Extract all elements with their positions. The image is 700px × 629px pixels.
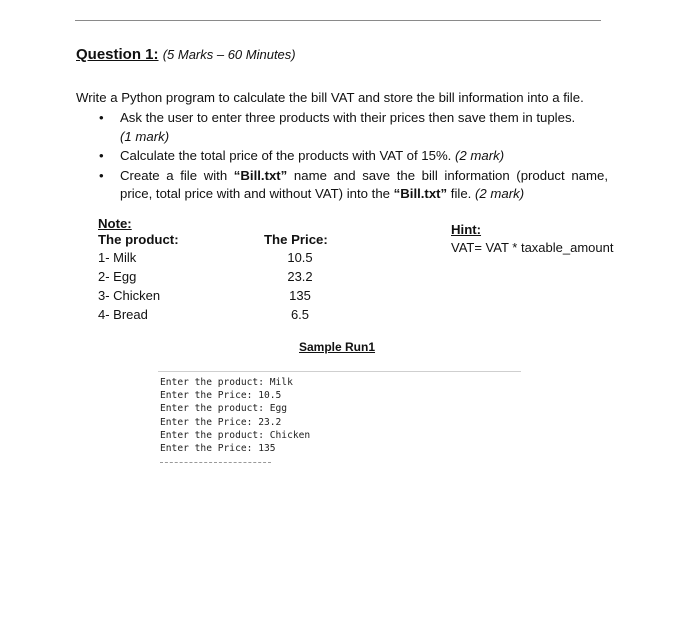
price-column-header: The Price:	[264, 232, 328, 247]
list-item: 23.2	[287, 269, 313, 284]
console-output	[160, 376, 310, 455]
bullet-text: Calculate the total price of the products with VAT of 15%.	[120, 148, 452, 163]
console-line: Enter the Price: 135	[160, 443, 276, 455]
requirements-list	[98, 109, 608, 205]
list-item: 2- Egg	[98, 269, 137, 284]
file-name: “Bill.txt”	[393, 186, 448, 201]
console-line: Enter the product: Milk	[160, 377, 293, 388]
list-item	[98, 147, 608, 166]
bullet-text: Ask the user to enter three products with their prices then save them in tuples.	[120, 110, 576, 125]
price-list	[270, 248, 330, 324]
list-item: 6.5	[290, 307, 310, 322]
top-divider	[75, 20, 601, 21]
bullet-mark: (1 mark)	[120, 128, 170, 144]
bullet-text: name and save the bill information (product name, price, total price with and without VAT) into the	[120, 167, 608, 201]
bullet-icon: •	[99, 110, 104, 125]
bullet-mark: (2 mark)	[455, 148, 505, 163]
console-dashed-divider	[160, 462, 271, 463]
list-item	[98, 109, 608, 146]
product-list	[98, 248, 160, 324]
console-line: Enter the Price: 10.5	[160, 390, 282, 402]
bullet-icon: •	[99, 148, 104, 163]
list-item: 4- Bread	[98, 307, 148, 322]
console-line: Enter the product: Egg	[160, 403, 288, 415]
file-name: “Bill.txt”	[233, 167, 288, 183]
question-title	[76, 46, 296, 63]
bullet-icon: •	[99, 167, 104, 183]
list-item: 135	[289, 288, 311, 303]
list-item: 3- Chicken	[98, 288, 161, 303]
list-item	[98, 167, 608, 204]
bullet-mark: (2 mark)	[475, 186, 525, 201]
sample-run-divider	[158, 371, 521, 372]
hint-formula: VAT= VAT * taxable_amount	[451, 240, 614, 255]
bullet-text: file.	[447, 186, 472, 201]
product-column-header: The product:	[98, 232, 179, 247]
list-item: 1- Milk	[98, 250, 137, 265]
console-line: Enter the Price: 23.2	[160, 416, 282, 428]
sample-run-title: Sample Run1	[299, 340, 376, 354]
console-line: Enter the product: Chicken	[160, 429, 311, 441]
note-heading: Note:	[98, 216, 132, 231]
question-marks: (5 Marks – 60 Minutes)	[162, 47, 296, 62]
question-intro: Write a Python program to calculate the bill VAT and store the bill information into a file.	[76, 90, 584, 105]
bullet-text: Create a file with	[120, 167, 234, 183]
question-number: Question 1:	[76, 46, 159, 63]
hint-heading: Hint:	[451, 222, 482, 237]
list-item: 10.5	[287, 250, 313, 265]
